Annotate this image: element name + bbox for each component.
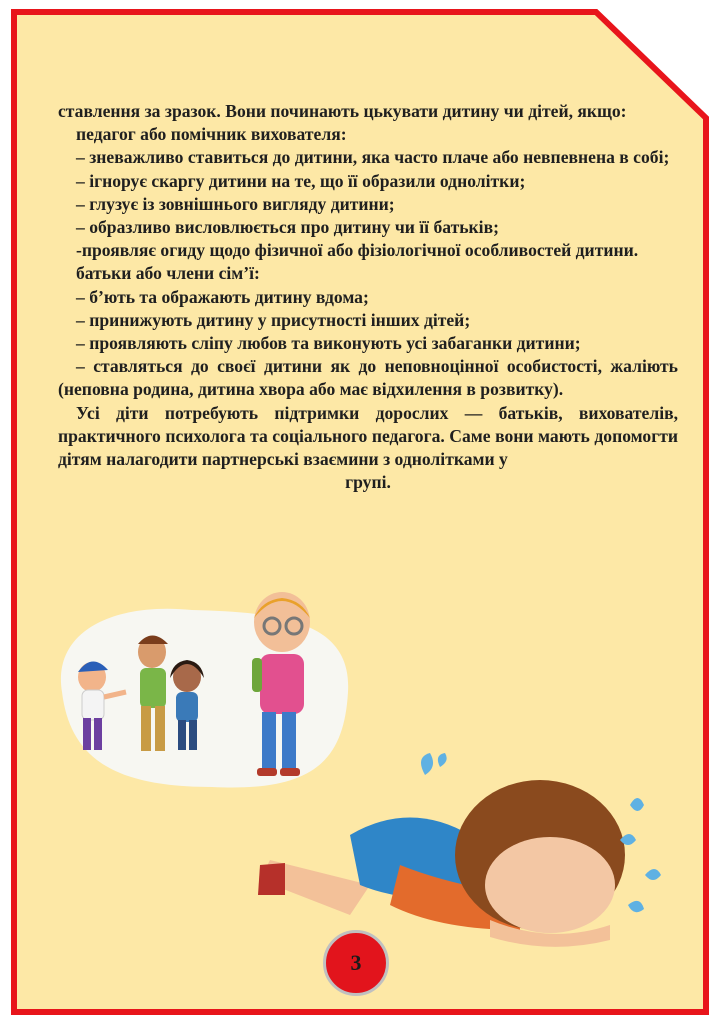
page-number: 3 <box>350 950 362 975</box>
list-item: -проявляє огиду щодо фізичної або фізіологічної особливостей дитини. <box>76 240 639 261</box>
list-item: – зневажливо ставиться до дитини, яка часто плаче або невпевнена в собі; <box>76 147 670 168</box>
list-item: – б’ють та ображають дитину вдома; <box>76 286 369 307</box>
list-item: – принижують дитину у присутності інших дітей; <box>76 309 471 330</box>
list-item: – проявляють сліпу любов та виконують усі забаганки дитини; <box>76 333 581 354</box>
body-text <box>58 100 678 494</box>
crying-child-illustration <box>250 745 690 965</box>
paragraph-family-heading: батьки або члени сім’ї: <box>76 263 260 284</box>
list-item: – образливо висловлюється про дитину чи її батьків; <box>76 217 499 238</box>
paragraph-conclusion-end: групі. <box>345 472 391 493</box>
paragraph-intro: ставлення за зразок. Вони починають цькувати дитину чи дітей, якщо: <box>58 101 627 121</box>
page-number-badge <box>323 930 389 996</box>
paragraph-conclusion: Усі діти потребують підтримки дорослих — батьків, вихователів, практичного психолога та соціального педагога. Саме вони мають допомогти дітям налагодити партнерські взаємини з однолітками у <box>58 402 678 470</box>
list-item: – ставляться до своєї дитини як до неповноцінної особистості, жаліють (неповна родина, дитина хвора або має відхилення в розвитку). <box>58 356 678 400</box>
list-item: – ігнорує скаргу дитини на те, що її образили однолітки; <box>76 170 526 191</box>
list-item: – глузує із зовнішнього вигляду дитини; <box>76 193 395 214</box>
paragraph-educator-heading: педагог або помічник вихователя: <box>76 124 347 145</box>
